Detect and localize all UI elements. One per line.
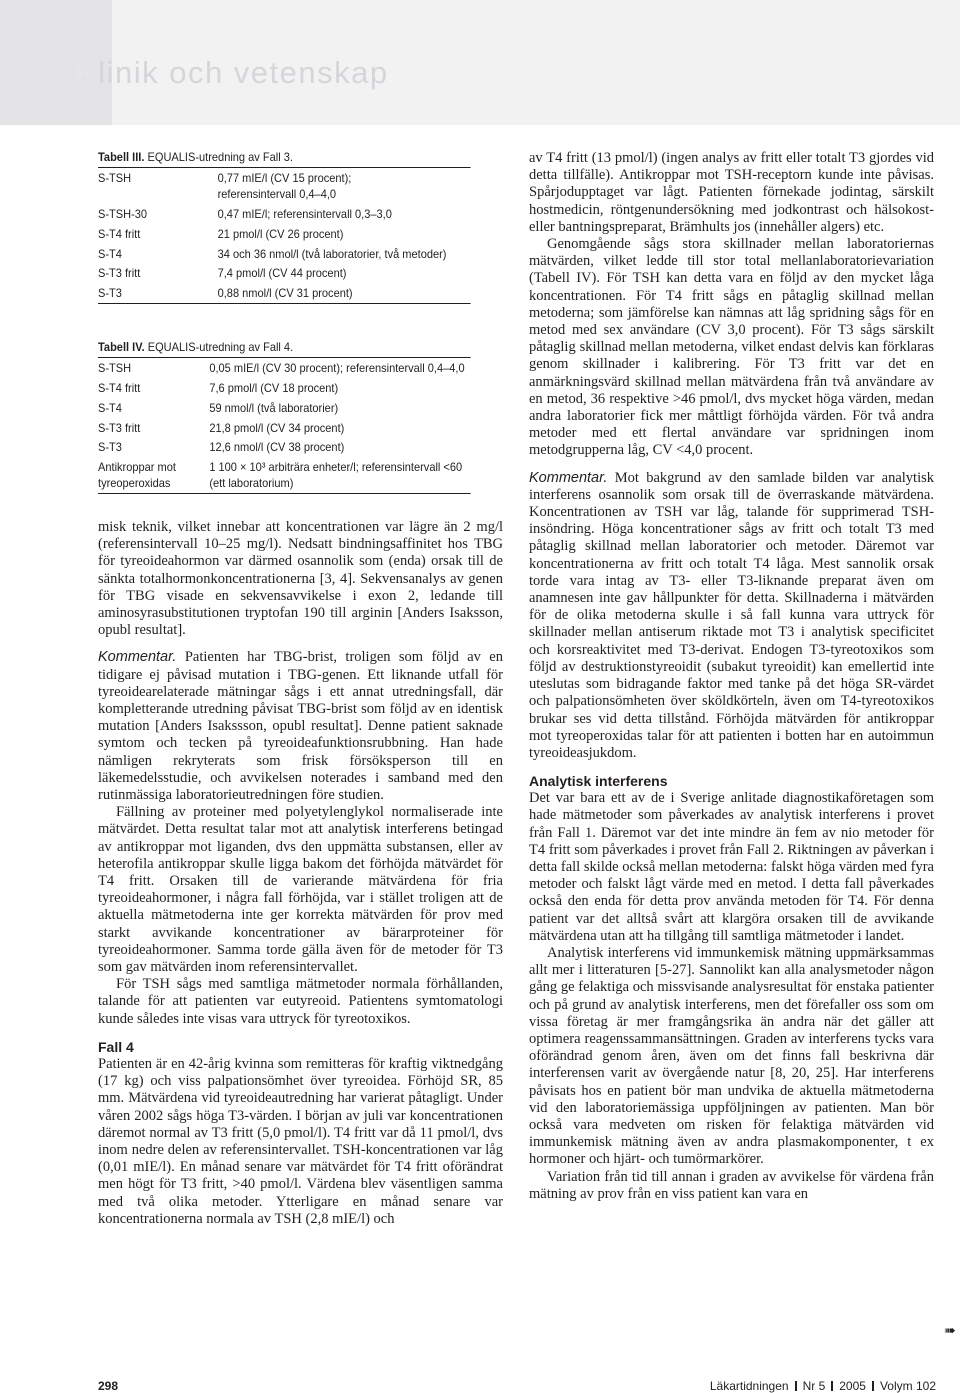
table-cell-label: S-T4 fritt [98, 226, 141, 241]
table-row [98, 457, 471, 493]
continue-arrow-icon: ➠ [944, 1323, 956, 1339]
right-column [529, 150, 934, 1203]
table-cell-label: S-T4 fritt [98, 380, 141, 395]
body-paragraph: Det var bara ett av de i Sverige anlitade diagnostikaföretagen som hade mätmetoder som påverkades av analytisk interferens i provet från Fall 1. Däremot var det inte mindre än fem av nio metoder för T4 fritt som påverkades i provet från Fall 2. Riktningen av påverkan i detta fall skilde också mellan metoderna: falskt höga värden med fyra metoder och falskt lågt värde med en metod. I detta fall påverkades också den enda för detta prov använda metoden för T4. För denna patient var det alltså svårt att klargöra orsaken till de avvikande mätvärdena utan att ha tillgång till samtliga mätmetoder i landet. [529, 790, 934, 944]
journal-issue: Nr 5 [802, 1379, 826, 1393]
table-cell-label: S-T4 [98, 246, 122, 261]
body-paragraph: Analytisk interferens vid immunkemisk mätning uppmärksammas allt mer i litteraturen [5-27]. Sannolikt kan alla analysmetoder någon gång ge felaktiga och missvisande analysresultat för enstaka patienter och på grund av analytisk interferens, men det förefaller oss som om vissa företag är mer framgångsrika än andra när det gäller att optimera reagenssammansättningen. Graden av interferens tycks vara oförändrad genom åren, även om det finns fall beskrivna där interferensen varit av övergående natur [8, 20, 25]. Har interferens påvisats hos en patient bör man undvika de aktuella mätmetoderna vid den laboratoriemässiga uppföljningen av patienten. Man bör också vara medveten om risken för felaktiga mätvärden vid immunkemisk mätning även av andra plasmakomponenter, t ex hormoner och hjärt- och tumörmarkörer. [529, 944, 934, 1168]
journal-volume: Volym 102 [879, 1379, 936, 1393]
body-paragraph: För TSH sågs med samtliga mätmetoder normala förhållanden, talande för att patienten var eutyreoid. Patientens symtomatologi kunde således inte visas vara uttryck för tyreotoxikos. [98, 976, 503, 1027]
section-title-rest: linik och vetenskap [98, 55, 389, 90]
table-cell-value: 0,05 mIE/l (CV 30 procent); referensintervall 0,4–4,0 [209, 360, 465, 375]
table-cell-label: S-T3 fritt [98, 420, 141, 435]
table-cell-label: S-T3 [98, 286, 122, 301]
section-title [76, 55, 389, 91]
table-cell-value: 21,8 pmol/l (CV 34 procent) [209, 420, 345, 435]
page-number: 298 [98, 1379, 119, 1393]
table-cell-label [98, 459, 209, 491]
table-3-bottom-rule [98, 303, 471, 304]
table-row [98, 168, 471, 204]
table-4-caption [98, 340, 471, 354]
table-cell-value: 7,4 pmol/l (CV 44 procent) [217, 266, 347, 281]
table-row [98, 264, 471, 284]
body-paragraph: Fällning av proteiner med polyetylenglykol normaliserade inte mätvärdet. Detta resultat talar mot att analytisk interferens betingad av antikroppar mot liganden, dvs den uppmätta substansen, eller av heterofila antikroppar skulle ligga bakom det förhöjda mätvärdet för T4 fritt. Orsaken till de varierande mätvärdena för fria tyreoideahormoner, i några fall förhöjda, var i stället troligen att de aktuella mätmetoderna inte ger korrekta mätvärden för prov med starkt avvikande koncentrationer av bärarproteiner för tyreoideahormoner. Samma torde gälla även för de metoder för T3 som gav mätvärden inom referensintervallet. [98, 804, 503, 976]
table-row [98, 358, 471, 378]
table-row [98, 204, 471, 224]
table-cell-value: 12,6 nmol/l (CV 38 procent) [209, 440, 345, 455]
body-paragraph: Variation från tid till annan i graden av avvikelse för värdena från mätning av prov från en viss patient kan vara en [529, 1168, 934, 1202]
table-row [98, 283, 471, 303]
table-cell-value-line: referensintervall 0,4–4,0 [217, 186, 337, 201]
table-row [98, 378, 471, 398]
table-cell-value-line: 1 100 × 10³ arbiträra enheter/l; referensintervall <60 [209, 460, 463, 475]
table-cell-value: 7,6 pmol/l (CV 18 procent) [209, 380, 339, 395]
journal-year: 2005 [839, 1379, 866, 1393]
table-4-bottom-rule [98, 493, 471, 494]
table-cell-value [218, 170, 471, 202]
table-cell-label-line: Antikroppar mot [98, 460, 176, 475]
table-3 [98, 150, 471, 304]
table-4-caption-text: EQUALIS-utredning av Fall 4. [144, 340, 294, 354]
table-cell-value: 59 nmol/l (två laboratorier) [209, 400, 339, 415]
body-paragraph: av T4 fritt (13 pmol/l) (ingen analys av fritt eller totalt T3 gjordes vid detta tillfälle). Antikroppar mot TSH-receptorn kunde inte påvisas. Spårjodupptaget var lågt. Patienten förnekade jodintag, särskilt hostmedicin, röntgenundersökning med jodkontrast och hälsokost- eller bantningspreparat, Brämhults jos (innehåller algers) etc. [529, 150, 934, 235]
section-heading: Analytisk interferens [529, 773, 668, 790]
table-row [98, 244, 471, 264]
table-4 [98, 340, 471, 494]
table-4-caption-label: Tabell IV. [98, 340, 145, 354]
table-3-caption-text: EQUALIS-utredning av Fall 3. [144, 150, 293, 164]
table-row [98, 418, 471, 438]
table-cell-label: S-T4 [98, 400, 122, 415]
comment-paragraph [529, 470, 934, 762]
section-heading: Fall 4 [98, 1038, 134, 1055]
journal-footer [710, 1379, 936, 1393]
table-cell-label: S-TSH-30 [98, 206, 148, 221]
table-cell-label: S-TSH [98, 170, 132, 185]
table-row [98, 224, 471, 244]
section-title-initial: K [76, 55, 99, 90]
footer-separator [831, 1381, 833, 1391]
table-cell-value-line: 0,77 mIE/l (CV 15 procent); [217, 170, 352, 185]
table-row [98, 398, 471, 418]
comment-text: Patienten har TBG-brist, troligen som följd av en tidigare ej påvisad mutation i TBG-genen. Ett liknande utfall för tyreoidearelaterade mätningar sågs i ett annat utredningsfall, där kompletterande utredning påvisat TBG-brist som följd av en identisk mutation [Anders Isakssson, opubl resultat]. Denne patient saknade symtom och tecken på tyreoideafunktionsrubbning. Han hade nämligen rekryterats som frisk försöksperson till en läkemedelsstudie, och avvikelsen noterades i samband med den rutinmässiga laboratorieutredningen före studien. [98, 649, 503, 804]
table-cell-value-line: (ett laboratorium) [209, 476, 294, 491]
footer-separator [795, 1381, 797, 1391]
left-column [98, 519, 503, 1228]
table-cell-value: 21 pmol/l (CV 26 procent) [217, 226, 344, 241]
comment-lead-in: Kommentar. [529, 469, 608, 486]
table-row [98, 438, 471, 458]
body-paragraph: Genomgående sågs stora skillnader mellan laboratoriernas mätvärden, vilket ledde till stor total mellanlaboratorievariation (Tabell IV). För TSH kan detta vara en följd av den mycket låga koncentrationen. För T4 fritt sågs en påtaglig skillnad mellan metoderna; som jämförelse kan nämnas att låg spridning sågs för en metod med sex användare (CV 3,0 procent). För T3 sågs särskilt påtaglig skillnad mellan metoderna, vilket endast delvis kan förklaras genom skillnader i kalibrering. För T3 fritt var det en anmärkningsvärd skillnad mellan mätvärdena från två användare av en metod, 36 respektive >46 pmol/l, dvs mycket höga värden, medan andra laboratorier fick mer måttligt förhöjda värden. För två andra metoder med ett flertal användare var spridningen inom metodgrupperna låg, CV <4,0 procent. [529, 236, 934, 459]
comment-text: Mot bakgrund av den samlade bilden var analytisk interferens osannolik som orsak till de överraskande mätvärdena. Koncentrationen av TSH var låg, talande för supprimerad TSH-insöndring. Höga koncentrationer sågs av fritt och totalt T3 med påtaglig skillnad mellan laboratorier och metoder. Däremot var koncentrationerna av fritt och totalt T4 låga. Mest sannolik orsak torde vara intag av T3- eller T3-liknande preparat även om anamnesen inte gav hållpunkter för detta. Skillnaderna i mätvärden för de olika metoderna skulle i så fall kunna vara uttryck för skillnader mellan antiserum riktade mot T3 i analytisk specificitet och korsreaktivitet med T3-derivat. Endogen T3-tyreotoxikos som följd av destruktionstyreoidit (subakut tyreoidit) kan emellertid inte uteslutas som bidragande faktor med tanke på det höga SR-värdet och palpationsömheten över sköldkörteln, även om T4-tyreotoxikos brukar ses vid detta tillstånd. Förhöjda mätvärden för antikroppar mot tyreoperoxidas talar för att patienten i botten har en autoimmun tyreoideasjukdom. [529, 469, 934, 761]
table-cell-value [209, 459, 470, 491]
table-3-caption [98, 150, 471, 164]
table-cell-label-line: tyreoperoxidas [98, 476, 171, 491]
table-cell-value: 34 och 36 nmol/l (två laboratorier, två metoder) [217, 246, 447, 261]
table-cell-label: S-TSH [98, 360, 132, 375]
comment-lead-in: Kommentar. [98, 649, 177, 666]
table-cell-label: S-T3 [98, 440, 122, 455]
table-cell-value: 0,47 mIE/l; referensintervall 0,3–3,0 [217, 206, 392, 221]
body-paragraph: Patienten är en 42-årig kvinna som remitteras för kraftig viktnedgång (17 kg) och viss palpationsömhet över tyreoidea. Förhöjd SR, 85 mm. Mätvärdena vid tyreoideautredning har varierat påtagligt. Under våren 2002 sågs höga T3-värden. I början av juli var koncentrationen däremot normal av T3 fritt (5,0 pmol/l). T4 fritt var då 11 pmol/l, dvs inom nedre delen av referensintervallet. TSH-koncentrationen var låg (0,01 mIE/l). En månad senare var mätvärdet för T4 fritt oförändrat men högt för T3 fritt, >40 pmol/l. Värdena blev väsentligen samma med två olika metoder. Ytterligare en månad senare var koncentrationerna normala av TSH (2,8 mIE/l) och [98, 1055, 503, 1227]
table-cell-label: S-T3 fritt [98, 266, 141, 281]
body-paragraph: misk teknik, vilket innebar att koncentrationen var lägre än 2 mg/l (referensintervall 10–25 mg/l). Nedsatt bindningsaffinitet hos TBG för tyreoideahormon var därmed osannolik som (enda) orsak till de sänkta totalhormonkoncentrationerna [3, 4]. Sekvensanalys av genen för TBG visade en sekvensavvikelse i exon 2, ledande till aminosyrasubstitutionen tryptofan 190 till arginin [Anders Isaksson, opubl resultat]. [98, 519, 503, 639]
table-3-caption-label: Tabell III. [98, 150, 145, 164]
table-cell-value: 0,88 nmol/l (CV 31 procent) [217, 286, 353, 301]
journal-name: Läkartidningen [709, 1379, 789, 1393]
comment-paragraph [98, 649, 503, 804]
footer-separator [872, 1381, 874, 1391]
